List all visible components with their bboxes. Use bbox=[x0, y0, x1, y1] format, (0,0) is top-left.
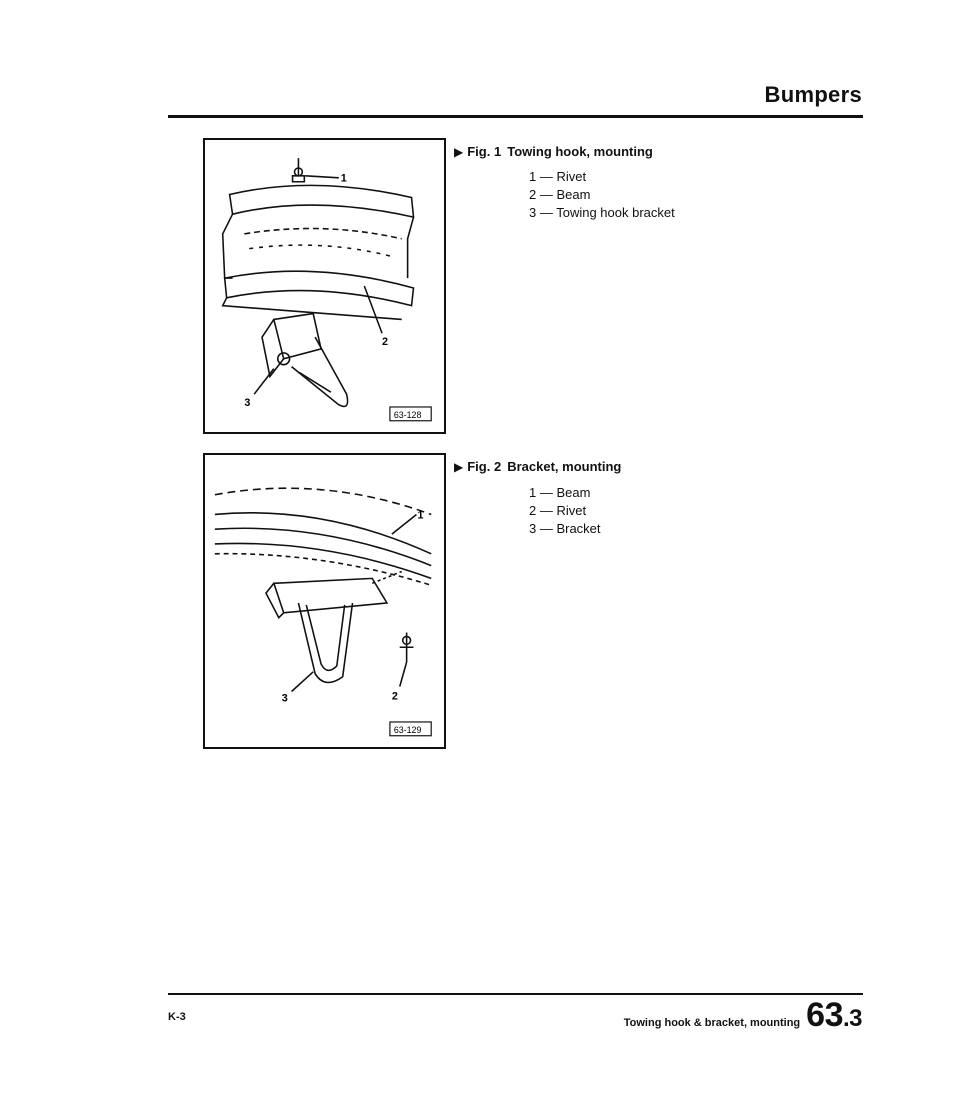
page-number-main: 63 bbox=[806, 996, 843, 1034]
callout-2: 2 bbox=[391, 690, 398, 703]
figure-number: Fig. 2 bbox=[467, 459, 502, 474]
legend-item: 2 — Beam bbox=[529, 187, 591, 202]
legend-item: 3 — Bracket bbox=[529, 521, 601, 536]
legend-item: 1 — Rivet bbox=[529, 169, 587, 184]
legend-item: 2 — Rivet bbox=[529, 503, 587, 518]
figure-1-caption bbox=[454, 143, 653, 161]
header-rule bbox=[168, 115, 863, 118]
figure-1-legend bbox=[529, 168, 675, 222]
page-number bbox=[806, 996, 862, 1035]
footer-rule bbox=[168, 993, 863, 995]
callout-3: 3 bbox=[281, 692, 288, 705]
figure-code: 63-129 bbox=[393, 724, 422, 735]
figure-2-legend bbox=[529, 484, 601, 538]
towing-hook-drawing bbox=[205, 140, 444, 432]
legend-item: 3 — Towing hook bracket bbox=[529, 205, 675, 220]
callout-3: 3 bbox=[244, 396, 251, 409]
figure-1-illustration bbox=[203, 138, 446, 434]
pointer-arrow-icon: ▶ bbox=[454, 460, 464, 474]
footer-code: K-3 bbox=[168, 1011, 186, 1023]
callout-1: 1 bbox=[417, 509, 424, 522]
bracket-drawing bbox=[205, 455, 444, 747]
figure-title: Towing hook, mounting bbox=[507, 144, 653, 159]
callout-1: 1 bbox=[340, 172, 347, 185]
section-title: Bumpers bbox=[764, 82, 862, 107]
figure-title: Bracket, mounting bbox=[507, 459, 622, 474]
legend-item: 1 — Beam bbox=[529, 485, 591, 500]
pointer-arrow-icon: ▶ bbox=[454, 145, 464, 159]
page-number-sub: .3 bbox=[842, 1005, 862, 1032]
figure-2-caption bbox=[454, 458, 621, 476]
figure-number: Fig. 1 bbox=[467, 144, 502, 159]
figure-2-illustration bbox=[203, 453, 446, 749]
footer-page-info bbox=[624, 996, 862, 1035]
figure-code: 63-128 bbox=[393, 409, 422, 420]
callout-2: 2 bbox=[382, 336, 389, 349]
footer-subject: Towing hook & bracket, mounting bbox=[623, 1017, 801, 1029]
